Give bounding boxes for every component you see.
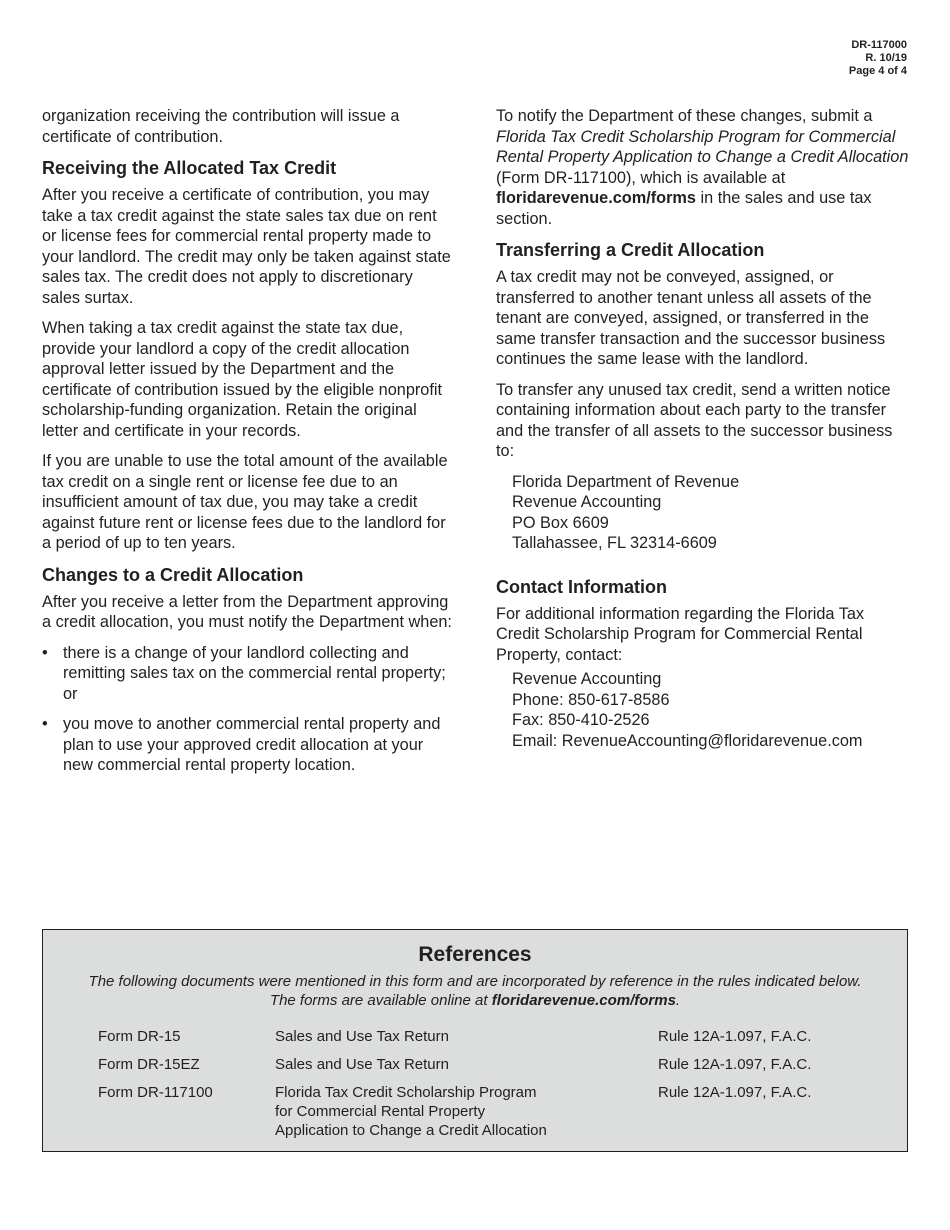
transfer-heading: Transferring a Credit Allocation bbox=[496, 240, 765, 260]
notify-text: To notify the Department of these changes, submit a bbox=[496, 107, 873, 125]
contact-details bbox=[496, 669, 911, 751]
contact-fax: Fax: 850-410-2526 bbox=[512, 711, 650, 729]
intro-text: . bbox=[675, 991, 681, 1009]
contact-phone: Phone: 850-617-8586 bbox=[512, 690, 670, 709]
receiving-paragraph-2: When taking a tax credit against the state tax due, provide your landlord a copy of the credit allocation approval letter issued by the Department and the certificate of contribution issued by the eligible nonprofit scholarship-funding organization. Retain the original letter and certificate in your records. bbox=[42, 319, 443, 440]
form-number: DR-117000 bbox=[851, 39, 907, 51]
contact-email[interactable]: Email: RevenueAccounting@floridarevenue.com bbox=[512, 731, 863, 750]
right-column bbox=[496, 106, 911, 761]
reference-row bbox=[98, 1083, 858, 1140]
reference-title-line: Sales and Use Tax Return bbox=[275, 1056, 449, 1073]
transfer-paragraph-1: A tax credit may not be conveyed, assigned, or transferred to another tenant unless all assets of the tenant are conveyed, assigned, or transferred in the same transfer transaction and the successor business continues the same lease with the landlord. bbox=[496, 268, 886, 368]
changes-heading: Changes to a Credit Allocation bbox=[42, 564, 304, 585]
reference-title-line: Florida Tax Credit Scholarship Program bbox=[275, 1084, 537, 1101]
bullet-icon: • bbox=[42, 715, 48, 733]
references-box bbox=[42, 929, 908, 1152]
address-line: Tallahassee, FL 32314-6609 bbox=[512, 534, 717, 552]
reference-form: Form DR-117100 bbox=[98, 1084, 213, 1101]
reference-title-line: Sales and Use Tax Return bbox=[275, 1028, 449, 1045]
reference-form: Form DR-15 bbox=[98, 1028, 181, 1045]
form-header bbox=[849, 39, 907, 78]
bullet-text: you move to another commercial rental property and plan to use your approved credit allocation at your new commercial rental property location. bbox=[63, 715, 441, 774]
reference-title-line: for Commercial Rental Property bbox=[275, 1103, 486, 1120]
references-forms-link[interactable]: floridarevenue.com/forms bbox=[491, 991, 676, 1009]
contact-line: Revenue Accounting bbox=[512, 670, 662, 688]
reference-rule: Rule 12A-1.097, F.A.C. bbox=[658, 1056, 812, 1073]
reference-title bbox=[275, 1083, 658, 1140]
receiving-paragraph-3: If you are unable to use the total amount of the available tax credit on a single rent or license fee due to an insufficient amount of tax due, you may take a credit against future rent or license fees due to the landlord for a period of up to ten years. bbox=[42, 452, 448, 552]
receiving-paragraph-1: After you receive a certificate of contribution, you may take a tax credit against the state sales tax due on rent or license fees for commercial rental property made to your landlord. The credit may only be taken against state sales tax. The credit does not apply to discretionary sales surtax. bbox=[42, 186, 451, 307]
forms-link[interactable]: floridarevenue.com/forms bbox=[496, 189, 696, 207]
mailing-address bbox=[496, 472, 911, 554]
address-line: PO Box 6609 bbox=[512, 513, 609, 532]
references-intro-line: The following documents were mentioned in this form and are incorporated by reference in the rules indicated below. bbox=[88, 973, 862, 990]
references-intro bbox=[43, 973, 907, 1010]
page-number: Page 4 of 4 bbox=[848, 65, 907, 77]
reference-row bbox=[98, 1055, 858, 1074]
intro-text: The forms are available online at bbox=[269, 991, 492, 1009]
intro-paragraph: organization receiving the contribution will issue a certificate of contribution. bbox=[42, 107, 400, 146]
contact-heading: Contact Information bbox=[496, 576, 667, 597]
reference-title bbox=[275, 1027, 658, 1046]
bullet-item bbox=[42, 643, 454, 705]
notify-text: (Form DR-117100), which is available at bbox=[496, 168, 786, 187]
bullet-text: there is a change of your landlord collecting and remitting sales tax on the commercial rental property; or bbox=[63, 643, 446, 703]
application-title: Florida Tax Credit Scholarship Program for Commercial Rental Property Application to Change a Credit Allocation bbox=[496, 127, 909, 166]
reference-rule: Rule 12A-1.097, F.A.C. bbox=[658, 1084, 812, 1101]
receiving-heading: Receiving the Allocated Tax Credit bbox=[42, 158, 337, 178]
notify-paragraph bbox=[496, 106, 911, 229]
left-column bbox=[42, 106, 454, 786]
bullet-icon: • bbox=[42, 643, 48, 662]
notify-text: in the sales and use tax section. bbox=[496, 189, 872, 228]
changes-paragraph: After you receive a letter from the Department approving a credit allocation, you must notify the Department when: bbox=[42, 592, 452, 631]
bullet-item bbox=[42, 714, 454, 776]
reference-form: Form DR-15EZ bbox=[98, 1056, 200, 1073]
reference-title-line: Application to Change a Credit Allocation bbox=[275, 1122, 547, 1139]
form-revision: R. 10/19 bbox=[865, 52, 907, 64]
contact-paragraph: For additional information regarding the Florida Tax Credit Scholarship Program for Commercial Rental Property, contact: bbox=[496, 604, 865, 664]
transfer-paragraph-2: To transfer any unused tax credit, send a written notice containing information about each party to the transfer and the transfer of all assets to the successor business to: bbox=[496, 380, 893, 460]
references-table bbox=[98, 1027, 858, 1149]
reference-rule: Rule 12A-1.097, F.A.C. bbox=[658, 1028, 812, 1045]
address-line: Florida Department of Revenue bbox=[512, 472, 740, 491]
reference-title bbox=[275, 1055, 658, 1074]
references-intro-line bbox=[43, 992, 907, 1011]
reference-row bbox=[98, 1027, 858, 1046]
address-line: Revenue Accounting bbox=[512, 493, 662, 511]
references-title: References bbox=[418, 943, 532, 966]
